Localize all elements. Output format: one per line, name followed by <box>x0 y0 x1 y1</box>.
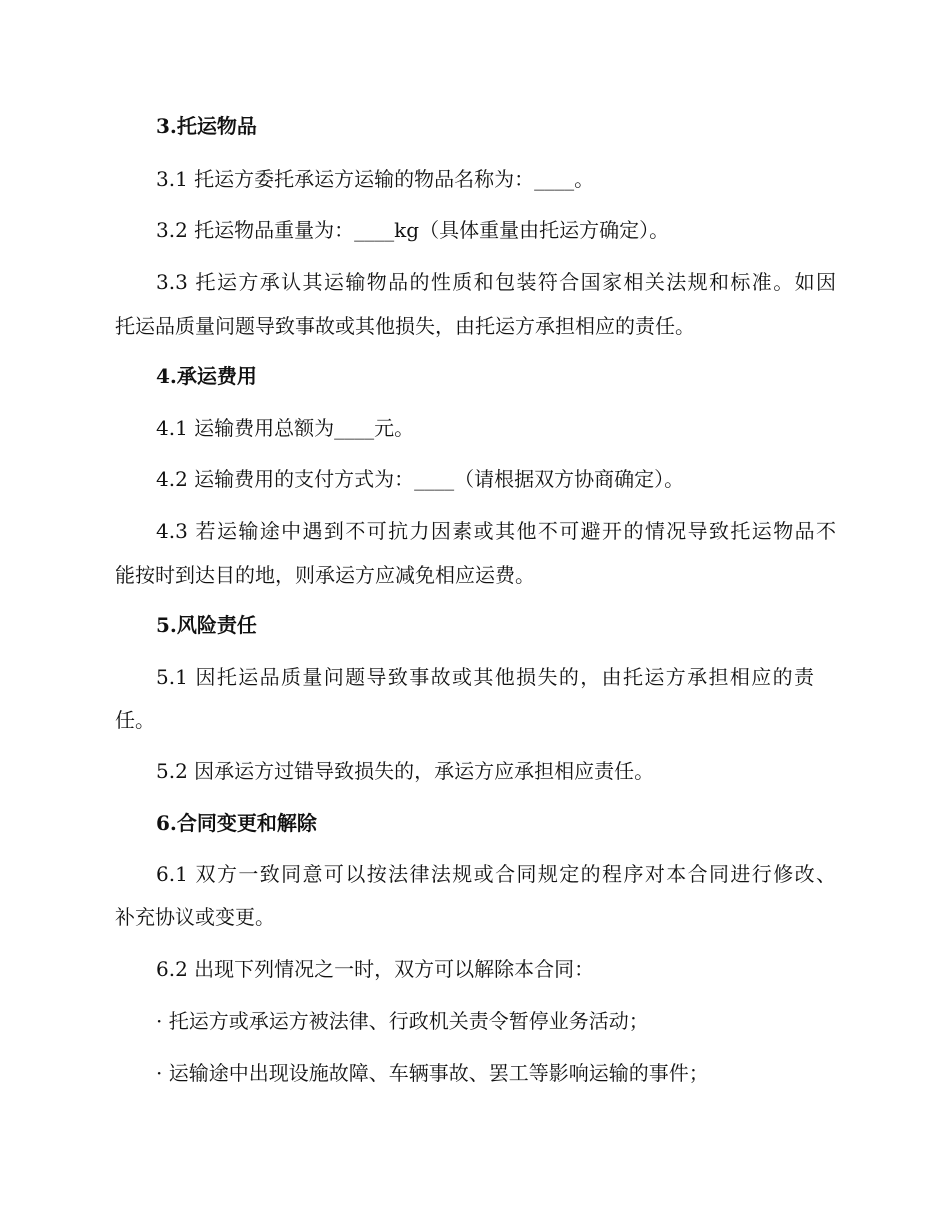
section-6-heading: 6.合同变更和解除 <box>156 811 317 835</box>
section-5-heading: 5.风险责任 <box>156 613 257 637</box>
section-3-heading: 3.托运物品 <box>156 114 257 138</box>
clause-3-3-line-2: 托运品质量问题导致事故或其他损失，由托运方承担相应的责任。 <box>115 314 695 338</box>
section-4-heading: 4.承运费用 <box>156 364 257 388</box>
list-item: · 运输途中出现设施故障、车辆事故、罢工等影响运输的事件； <box>156 1061 709 1085</box>
clause-6-1-line-2: 补充协议或变更。 <box>115 905 275 929</box>
clause-4-1: 4.1 运输费用总额为____元。 <box>156 416 415 440</box>
clause-4-3-line-1: 4.3 若运输途中遇到不可抗力因素或其他不可避开的情况导致托运物品不 <box>156 519 836 543</box>
list-item: · 托运方或承运方被法律、行政机关责令暂停业务活动； <box>156 1009 649 1033</box>
clause-4-2: 4.2 运输费用的支付方式为：____（请根据双方协商确定）。 <box>156 467 685 491</box>
clause-4-3-line-2: 能按时到达目的地，则承运方应减免相应运费。 <box>115 563 535 587</box>
clause-5-1-line-1: 5.1 因托运品质量问题导致事故或其他损失的，由托运方承担相应的责 <box>156 665 814 689</box>
clause-6-1-line-1: 6.1 双方一致同意可以按法律法规或合同规定的程序对本合同进行修改、 <box>156 862 836 886</box>
clause-5-2: 5.2 因承运方过错导致损失的，承运方应承担相应责任。 <box>156 759 655 783</box>
clause-3-2: 3.2 托运物品重量为：____kg（具体重量由托运方确定）。 <box>156 218 670 242</box>
clause-5-1-line-2: 任。 <box>115 708 155 732</box>
clause-3-3-line-1: 3.3 托运方承认其运输物品的性质和包装符合国家相关法规和标准。如因 <box>156 270 836 294</box>
clause-6-2: 6.2 出现下列情况之一时，双方可以解除本合同： <box>156 957 595 981</box>
clause-3-1: 3.1 托运方委托承运方运输的物品名称为：____。 <box>156 167 595 191</box>
